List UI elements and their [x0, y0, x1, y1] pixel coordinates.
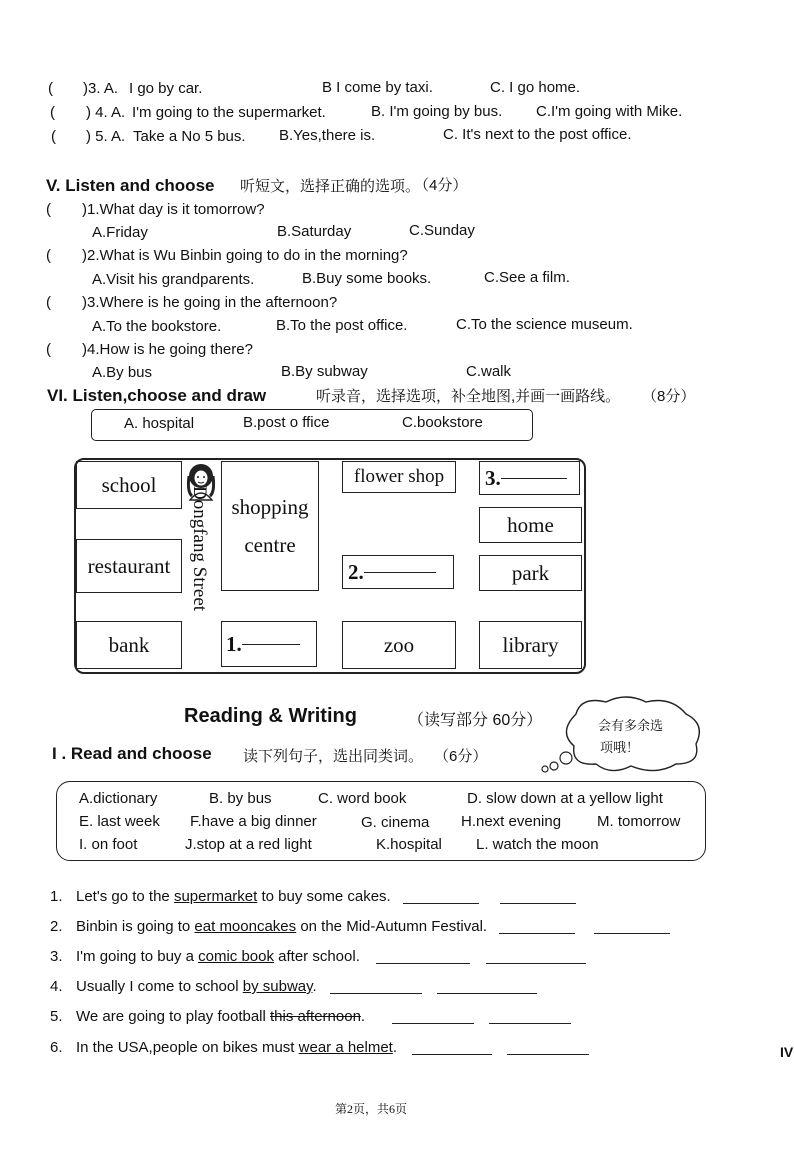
option-a: I go by car. [129, 80, 203, 97]
blank-number: 3. [485, 465, 501, 490]
word-option: D. slow down at a yellow light [467, 790, 663, 807]
edge-mark: IV [780, 1044, 794, 1060]
sentence-text: . [312, 978, 317, 995]
question-number: ) 4. A. [86, 104, 126, 121]
option-c: C.To the science museum. [456, 316, 633, 333]
sentence [76, 948, 360, 965]
part-title: Reading & Writing [184, 705, 357, 727]
option-c: C. It's next to the post office. [443, 126, 632, 143]
sentence-number: 3. [50, 948, 63, 965]
paren-open: ( [46, 201, 51, 218]
sentence-text: Let's go to the [76, 888, 174, 905]
paren-open: ( [50, 104, 55, 121]
underlined-word: this afternoon [270, 1008, 361, 1025]
map-school [76, 461, 182, 509]
sentence [76, 978, 317, 995]
map-label: bank [108, 632, 150, 657]
map-label: park [511, 560, 550, 585]
option-c: C. I go home. [490, 79, 581, 96]
option-b: B. I'm going by bus. [371, 103, 503, 120]
paren-open: ( [51, 128, 56, 145]
question-text: )4.How is he going there? [82, 341, 253, 358]
option-a: A.To the bookstore. [92, 318, 222, 335]
sentence-number: 2. [50, 918, 63, 935]
answer-blank[interactable] [242, 644, 300, 645]
sentence-number: 5. [50, 1008, 63, 1025]
map-label: school [101, 472, 157, 497]
page-footer: 第2页，共6页 [335, 1102, 408, 1116]
map-bank [76, 621, 182, 669]
map-option: B.post o ffice [243, 414, 330, 431]
word-option: L. watch the moon [476, 836, 599, 853]
section-points: （8分） [642, 388, 696, 405]
word-option: C. word book [318, 790, 407, 807]
answer-blank[interactable] [501, 478, 567, 479]
word-option: A.dictionary [79, 790, 158, 807]
word-option: J.stop at a red light [185, 836, 312, 853]
paren-open: ( [46, 294, 51, 311]
map-label: zoo [383, 632, 415, 657]
map-label: home [507, 512, 554, 537]
answer-line[interactable] [392, 1023, 474, 1024]
option-c: C.See a film. [484, 269, 570, 286]
sentence-text: We are going to play football [76, 1008, 271, 1025]
part-subtitle: （读写部分 60分） [408, 712, 543, 729]
map-blank-3 [479, 461, 580, 495]
answer-line[interactable] [499, 933, 575, 934]
section-points: （4分） [414, 177, 468, 194]
word-option: G. cinema [361, 814, 430, 831]
map-shopping-centre [221, 461, 319, 591]
map-label: shopping [231, 495, 309, 519]
answer-line[interactable] [437, 993, 537, 994]
sentence [76, 888, 391, 905]
answer-line[interactable] [412, 1054, 492, 1055]
sentence-text: I'm going to buy a [76, 948, 199, 965]
street-name: Dongfang Street [189, 486, 210, 612]
word-option: I. on foot [79, 836, 138, 853]
sentence-text: Usually I come to school [76, 978, 243, 995]
answer-line[interactable] [376, 963, 470, 964]
map-blank-2 [342, 555, 454, 589]
sentence-text: . [360, 1008, 366, 1025]
answer-line[interactable] [507, 1054, 589, 1055]
answer-line[interactable] [403, 903, 479, 904]
sentence-number: 4. [50, 978, 63, 995]
map-blank-1 [221, 621, 317, 667]
sentence [76, 918, 487, 935]
paren-open: ( [46, 247, 51, 264]
word-option: H.next evening [461, 813, 562, 830]
underlined-word: wear a helmet [298, 1039, 393, 1056]
word-option: B. by bus [209, 790, 272, 807]
blank-number: 1. [226, 631, 242, 656]
map-option: A. hospital [124, 415, 195, 432]
map-label: centre [244, 533, 296, 557]
paren-open: ( [46, 341, 51, 358]
map-label: restaurant [87, 553, 171, 578]
option-a: I'm going to the supermarket. [132, 104, 326, 121]
blank-number: 2. [348, 559, 364, 584]
underlined-word: eat mooncakes [194, 918, 297, 935]
option-b: B I come by taxi. [322, 79, 433, 96]
sentence-text: to buy some cakes. [257, 888, 391, 905]
section-instruction: 听短文，选择正确的选项。 [240, 178, 421, 195]
question-text: )2.What is Wu Binbin going to do in the morning? [82, 247, 408, 264]
sentence-text: on the Mid-Autumn Festival. [296, 918, 488, 935]
section-instruction: 听录音，选择选项，补全地图,并画一画路线。 [316, 388, 621, 405]
word-option: E. last week [79, 813, 160, 830]
section-title: V. Listen and choose [46, 176, 215, 195]
bubble-text: 项哦！ [600, 740, 640, 755]
option-c: C.I'm going with Mike. [536, 103, 683, 120]
paren-open: ( [48, 80, 53, 97]
word-option: M. tomorrow [597, 813, 681, 830]
section-title: VI. Listen,choose and draw [47, 386, 267, 405]
option-b: B.Yes,there is. [279, 127, 376, 144]
sentence-text: after school. [273, 948, 360, 965]
option-b: B.By subway [281, 363, 368, 380]
sentence-text: . [392, 1039, 398, 1056]
map-restaurant [76, 539, 182, 593]
option-b: B.Saturday [277, 223, 352, 240]
option-a: A.Friday [92, 224, 148, 241]
bubble-text: 会有多余选 [598, 718, 664, 733]
underlined-word: supermarket [173, 888, 258, 905]
word-option: F.have a big dinner [190, 813, 317, 830]
section-points: （6分） [434, 748, 488, 765]
answer-line[interactable] [486, 963, 586, 964]
section-instruction: 读下列句子，选出同类词。 [243, 748, 424, 765]
question-number: ) 5. A. [86, 128, 126, 145]
section-title: I . Read and choose [52, 744, 212, 763]
answer-line[interactable] [500, 903, 576, 904]
map-library [479, 621, 582, 669]
option-c: C.Sunday [409, 222, 475, 239]
answer-line[interactable] [594, 933, 670, 934]
option-c: C.walk [466, 363, 512, 380]
map-home [479, 507, 582, 543]
option-a: Take a No 5 bus. [133, 128, 246, 145]
option-b: B.Buy some books. [302, 270, 432, 287]
map-flower-shop [342, 461, 456, 493]
answer-blank[interactable] [364, 572, 436, 573]
answer-line[interactable] [330, 993, 422, 994]
underlined-word: by subway [242, 978, 313, 995]
map-zoo [342, 621, 456, 669]
word-option: K.hospital [376, 836, 442, 853]
question-text: )3.Where is he going in the afternoon? [82, 294, 338, 311]
sentence-number: 6. [50, 1039, 63, 1056]
answer-line[interactable] [489, 1023, 571, 1024]
sentence-text: In the USA,people on bikes must [76, 1039, 299, 1056]
map-option: C.bookstore [402, 414, 483, 431]
underlined-word: comic book [198, 948, 274, 965]
map-label: library [502, 632, 559, 657]
option-a: A.By bus [92, 364, 153, 381]
map-label: flower shop [353, 466, 445, 487]
sentence-text: Binbin is going to [76, 918, 195, 935]
option-a: A.Visit his grandparents. [92, 271, 255, 288]
sentence [76, 1039, 397, 1056]
question-text: )1.What day is it tomorrow? [82, 201, 265, 218]
map-park [479, 555, 582, 591]
sentence-number: 1. [50, 888, 63, 905]
question-number: )3. A. [83, 80, 119, 97]
option-b: B.To the post office. [276, 317, 408, 334]
sentence [76, 1008, 365, 1025]
